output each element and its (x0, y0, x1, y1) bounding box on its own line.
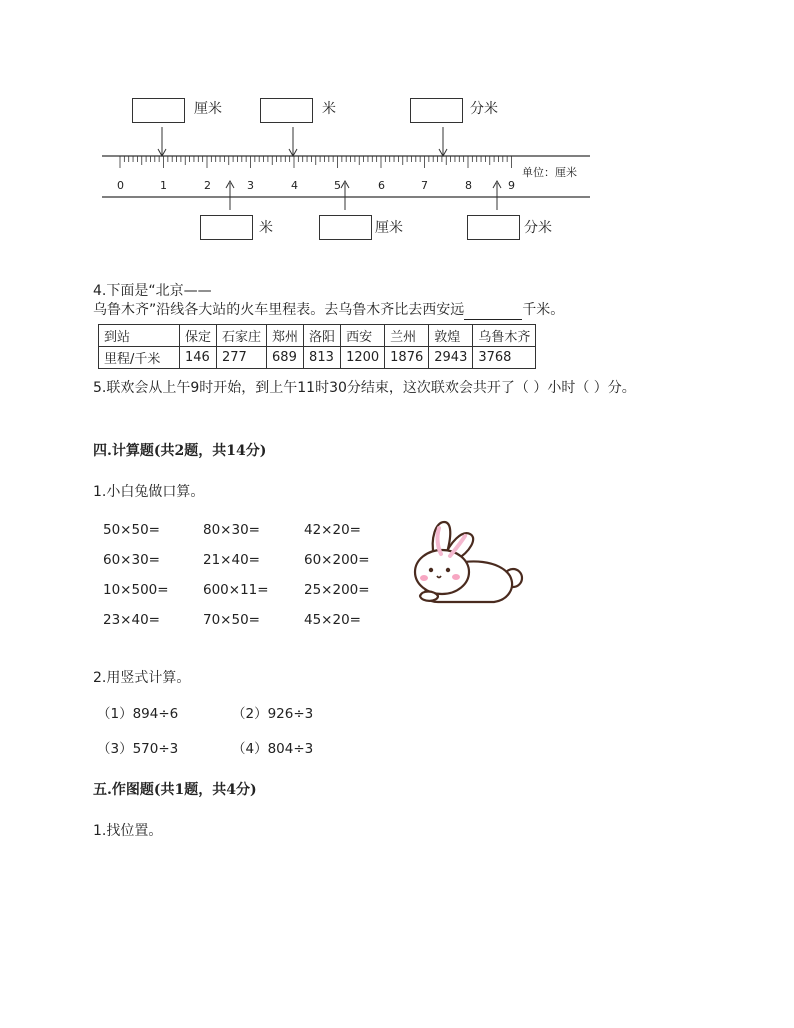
table-cell: 146 (180, 347, 217, 369)
oral-problem: 80×30= (203, 522, 260, 538)
table-cell: 乌鲁木齐 (473, 325, 536, 347)
table-row (99, 325, 536, 347)
answer-box-bottom-2[interactable] (319, 215, 372, 240)
arrow-up-icon (226, 181, 501, 210)
vertical-problem: （1）894÷6 (97, 706, 179, 722)
unit-label-bottom-1: 米 (259, 220, 273, 236)
oral-problem: 10×500= (103, 582, 169, 598)
section4-q1-title: 1.小白兔做口算。 (93, 484, 205, 500)
table-cell: 1876 (385, 347, 429, 369)
section4-q2-title: 2.用竖式计算。 (93, 670, 191, 686)
rabbit-illustration (408, 518, 530, 610)
oral-problem: 42×20= (304, 522, 361, 538)
ruler-unit-label: 单位：厘米 (522, 166, 577, 179)
table-header-cell: 里程/千米 (99, 347, 180, 369)
ruler-tick-label: 3 (247, 179, 254, 192)
table-cell: 2943 (429, 347, 473, 369)
ruler-tick-label: 0 (117, 179, 124, 192)
ruler-figure (100, 95, 600, 245)
ruler-tick-label: 5 (334, 179, 341, 192)
table-header-cell: 到站 (99, 325, 180, 347)
vertical-problem: （2）926÷3 (232, 706, 314, 722)
unit-label-top-3: 分米 (470, 101, 498, 117)
table-cell: 敦煌 (429, 325, 473, 347)
table-cell: 3768 (473, 347, 536, 369)
q4-text-pre: 乌鲁木齐”沿线各大站的火车里程表。去乌鲁木齐比去西安远 (93, 302, 465, 318)
vertical-problem: （3）570÷3 (97, 741, 179, 757)
table-cell: 西安 (341, 325, 385, 347)
table-cell: 兰州 (385, 325, 429, 347)
oral-problem: 21×40= (203, 552, 260, 568)
q4-text-post: 千米。 (522, 302, 565, 318)
table-cell: 689 (267, 347, 304, 369)
table-row (99, 347, 536, 369)
arrow-down-icon (158, 127, 447, 156)
ruler-tick-label: 8 (465, 179, 472, 192)
section4-title: 四.计算题(共2题，共14分) (93, 443, 267, 459)
ruler-tick-label: 2 (204, 179, 211, 192)
answer-box-bottom-1[interactable] (200, 215, 253, 240)
answer-box-bottom-3[interactable] (467, 215, 520, 240)
oral-problem: 50×50= (103, 522, 160, 538)
oral-problem: 600×11= (203, 582, 269, 598)
q5-text: 5.联欢会从上午9时开始，到上午11时30分结束，这次联欢会共开了（ ）小时（ ）分。 (93, 380, 636, 396)
oral-problem: 23×40= (103, 612, 160, 628)
ruler-tick-label: 7 (421, 179, 428, 192)
q4-text-line1: 4.下面是“北京—— (93, 283, 212, 299)
table-cell: 277 (217, 347, 267, 369)
table-cell: 1200 (341, 347, 385, 369)
oral-problem: 45×20= (304, 612, 361, 628)
table-cell: 石家庄 (217, 325, 267, 347)
unit-label-top-1: 厘米 (194, 101, 222, 117)
vertical-problem: （4）804÷3 (232, 741, 314, 757)
unit-label-bottom-3: 分米 (524, 220, 552, 236)
table-cell: 保定 (180, 325, 217, 347)
table-cell: 洛阳 (304, 325, 341, 347)
section5-title: 五.作图题(共1题，共4分) (93, 782, 257, 798)
ruler-tick-label: 6 (378, 179, 385, 192)
ruler-tick-label: 9 (508, 179, 515, 192)
oral-problem: 25×200= (304, 582, 370, 598)
table-cell: 郑州 (267, 325, 304, 347)
q4-answer-blank[interactable] (464, 305, 522, 320)
section5-q1-title: 1.找位置。 (93, 823, 163, 839)
ruler-tick-label: 1 (160, 179, 167, 192)
oral-problem: 70×50= (203, 612, 260, 628)
table-cell: 813 (304, 347, 341, 369)
ruler-tick-label: 4 (291, 179, 298, 192)
unit-label-top-2: 米 (322, 101, 336, 117)
oral-problem: 60×30= (103, 552, 160, 568)
mileage-table (98, 324, 536, 369)
q4-text-line2 (93, 300, 564, 320)
unit-label-bottom-2: 厘米 (375, 220, 403, 236)
oral-problem: 60×200= (304, 552, 370, 568)
